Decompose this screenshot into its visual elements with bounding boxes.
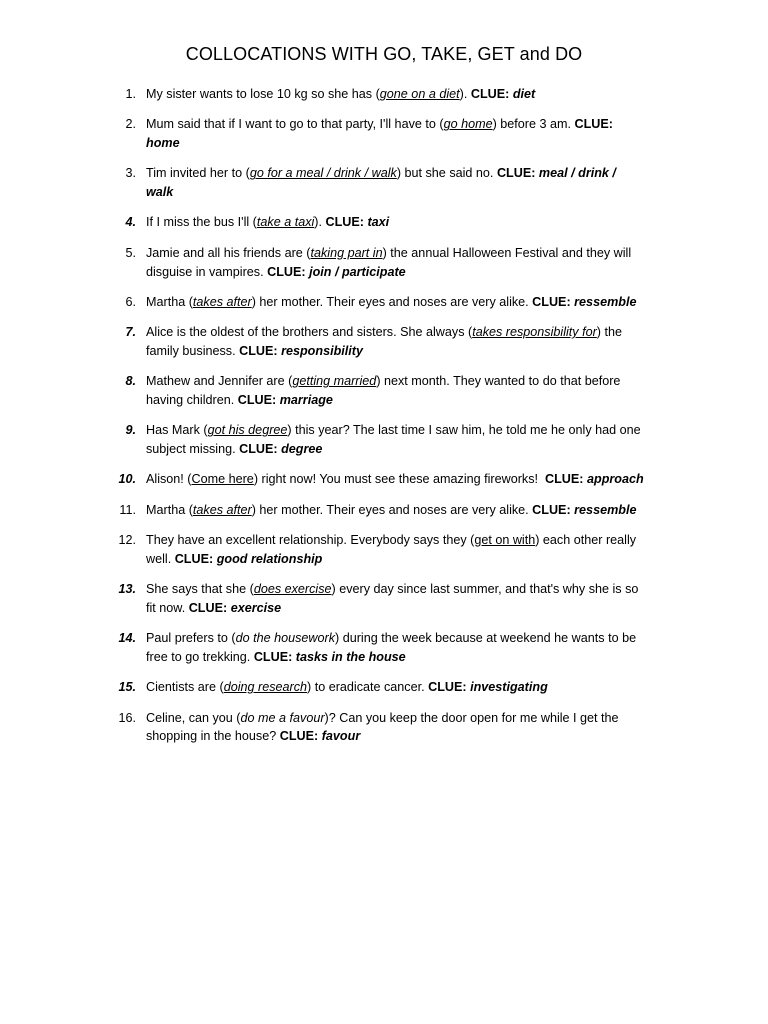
clue-label: CLUE: <box>267 264 306 279</box>
exercise-list <box>100 85 645 758</box>
list-item <box>100 709 645 747</box>
item-number: 2. <box>125 117 136 132</box>
answer: does exercise <box>253 582 332 597</box>
answer: Come here <box>191 472 254 487</box>
list-item <box>100 213 645 232</box>
sentence-start: Paul prefers to ( <box>146 631 236 646</box>
sentence-end: ) her mother. Their eyes and noses are very alike. <box>251 502 529 517</box>
page-title: COLLOCATIONS WITH GO, TAKE, GET and DO <box>185 44 583 64</box>
list-item <box>100 501 645 520</box>
list-item <box>100 678 645 697</box>
item-number: 14. <box>118 631 136 646</box>
clue-label: CLUE: <box>532 294 571 309</box>
answer: taking part in <box>310 245 383 260</box>
sentence-start: My sister wants to lose 10 kg so she has ( <box>146 87 380 101</box>
sentence-start: Tim invited her to ( <box>146 166 250 181</box>
clue-word: approach <box>587 472 644 487</box>
sentence-start: Martha ( <box>146 294 193 309</box>
sentence-start: Celine, can you ( <box>146 710 241 725</box>
answer: getting married <box>292 374 377 389</box>
list-item <box>100 293 645 312</box>
item-text <box>146 709 645 747</box>
clue-label: CLUE: <box>545 472 584 487</box>
clue-label: CLUE: <box>574 117 613 132</box>
sentence-end: ) her mother. Their eyes and noses are very alike. <box>251 294 529 309</box>
list-item <box>100 470 645 489</box>
clue-label: CLUE: <box>239 442 278 457</box>
answer: do me a favour <box>240 710 325 725</box>
list-item <box>100 531 645 569</box>
clue-label: CLUE: <box>496 166 536 181</box>
item-text <box>146 213 645 232</box>
item-number: 4. <box>125 215 136 230</box>
clue-label: CLUE: <box>325 215 364 230</box>
sentence-end: ) but she said no. <box>396 166 494 181</box>
clue-word: degree <box>281 442 323 457</box>
clue-word: meal / drink / walk <box>146 166 616 200</box>
sentence-end: ) the annual Halloween Festival and they will disguise in vampires. <box>146 245 632 279</box>
list-item <box>100 323 645 361</box>
clue-word: exercise <box>230 600 282 615</box>
sentence-end: ) each other really well. <box>146 533 637 566</box>
sentence-end: ). <box>314 215 322 230</box>
answer: doing research <box>223 680 307 695</box>
item-text <box>146 501 645 520</box>
sentence-end: ). <box>459 87 468 101</box>
clue-word: diet <box>512 87 536 101</box>
item-number: 11. <box>119 502 136 517</box>
clue-word: home <box>146 136 180 151</box>
sentence-start: Has Mark ( <box>146 423 208 438</box>
item-number: 10. <box>118 472 136 487</box>
clue-label: CLUE: <box>174 551 214 566</box>
sentence-end: ) during the week because at weekend he wants to be free to go trekking. <box>146 631 637 665</box>
clue-word: join / participate <box>309 264 406 279</box>
sentence-end: ) next month. They wanted to do that before having children. <box>146 374 621 408</box>
sentence-start: Alison! ( <box>146 472 192 487</box>
list-item <box>100 372 645 410</box>
clue-word: ressemble <box>574 294 637 309</box>
sentence-end: ) right now! You must see these amazing fireworks! <box>253 472 539 487</box>
item-number: 9. <box>125 423 136 438</box>
sentence-end: ) this year? The last time I saw him, he told me he only had one subject missing. <box>146 423 641 457</box>
clue-word: tasks in the house <box>295 650 406 665</box>
sentence-end: )? Can you keep the door open for me while I get the shopping in the house? <box>146 710 619 744</box>
sentence-start: She says that she ( <box>146 582 254 597</box>
answer: gone on a diet <box>379 87 460 101</box>
clue-label: CLUE: <box>428 680 467 695</box>
answer: go home <box>443 117 493 132</box>
item-text <box>146 372 645 410</box>
sentence-start: Martha ( <box>146 502 193 517</box>
item-text <box>146 629 645 667</box>
answer: get on with <box>474 533 536 548</box>
clue-word: favour <box>321 729 361 744</box>
answer: go for a meal / drink / walk <box>249 166 397 181</box>
item-text <box>146 421 645 459</box>
clue-word: responsibility <box>281 343 363 358</box>
clue-label: CLUE: <box>237 393 277 408</box>
sentence-start: Mathew and Jennifer are ( <box>146 374 293 389</box>
clue-word: ressemble <box>574 502 637 517</box>
item-number: 13. <box>118 582 136 597</box>
item-number: 1. <box>125 87 136 101</box>
item-number: 15. <box>118 680 136 695</box>
item-text <box>146 678 645 697</box>
clue-word: taxi <box>367 215 390 230</box>
item-text <box>146 115 645 153</box>
clue-label: CLUE: <box>188 600 228 615</box>
list-item <box>100 85 645 104</box>
clue-label: CLUE: <box>532 502 571 517</box>
clue-word: good relationship <box>216 551 323 566</box>
item-number: 8. <box>125 374 136 389</box>
sentence-end: ) the family business. <box>146 325 622 358</box>
list-item <box>100 164 645 202</box>
sentence-start: If I miss the bus I'll ( <box>146 215 257 230</box>
item-text <box>146 293 645 312</box>
clue-word: marriage <box>279 393 333 408</box>
item-text <box>146 323 645 361</box>
item-number: 3. <box>125 166 136 181</box>
item-text <box>146 580 645 618</box>
sentence-start: Jamie and all his friends are ( <box>146 245 311 260</box>
item-number: 5. <box>125 245 136 260</box>
sentence-start: Mum said that if I want to go to that party, I'll have to ( <box>146 117 444 132</box>
answer: take a taxi <box>256 215 315 230</box>
list-item <box>100 115 645 153</box>
sentence-end: ) before 3 am. <box>492 117 571 132</box>
answer: got his degree <box>207 423 288 438</box>
answer: takes after <box>192 294 252 309</box>
item-text <box>146 164 645 202</box>
sentence-end: ) to eradicate cancer. <box>307 680 425 695</box>
sentence-start: They have an excellent relationship. Everybody says they ( <box>146 533 475 548</box>
answer: takes responsibility for <box>472 325 597 340</box>
item-number: 16. <box>118 710 136 725</box>
list-item <box>100 244 645 282</box>
list-item <box>100 629 645 667</box>
answer: takes after <box>192 502 252 517</box>
clue-label: CLUE: <box>279 729 319 744</box>
sentence-start: Alice is the oldest of the brothers and sisters. She always ( <box>146 325 473 340</box>
clue-label: CLUE: <box>470 87 510 101</box>
answer: do the housework <box>235 631 336 646</box>
item-text <box>146 244 645 282</box>
item-text <box>146 470 645 489</box>
list-item <box>100 580 645 618</box>
clue-label: CLUE: <box>253 650 293 665</box>
clue-label: CLUE: <box>239 343 278 358</box>
item-number: 6. <box>125 294 136 309</box>
clue-word: investigating <box>470 680 548 695</box>
item-text <box>146 85 645 104</box>
item-number: 12. <box>118 533 136 548</box>
item-number: 7. <box>125 325 136 340</box>
sentence-end: ) every day since last summer, and that's why she is so fit now. <box>146 582 639 615</box>
sentence-start: Cientists are ( <box>146 680 224 695</box>
list-item <box>100 421 645 459</box>
item-text <box>146 531 645 569</box>
